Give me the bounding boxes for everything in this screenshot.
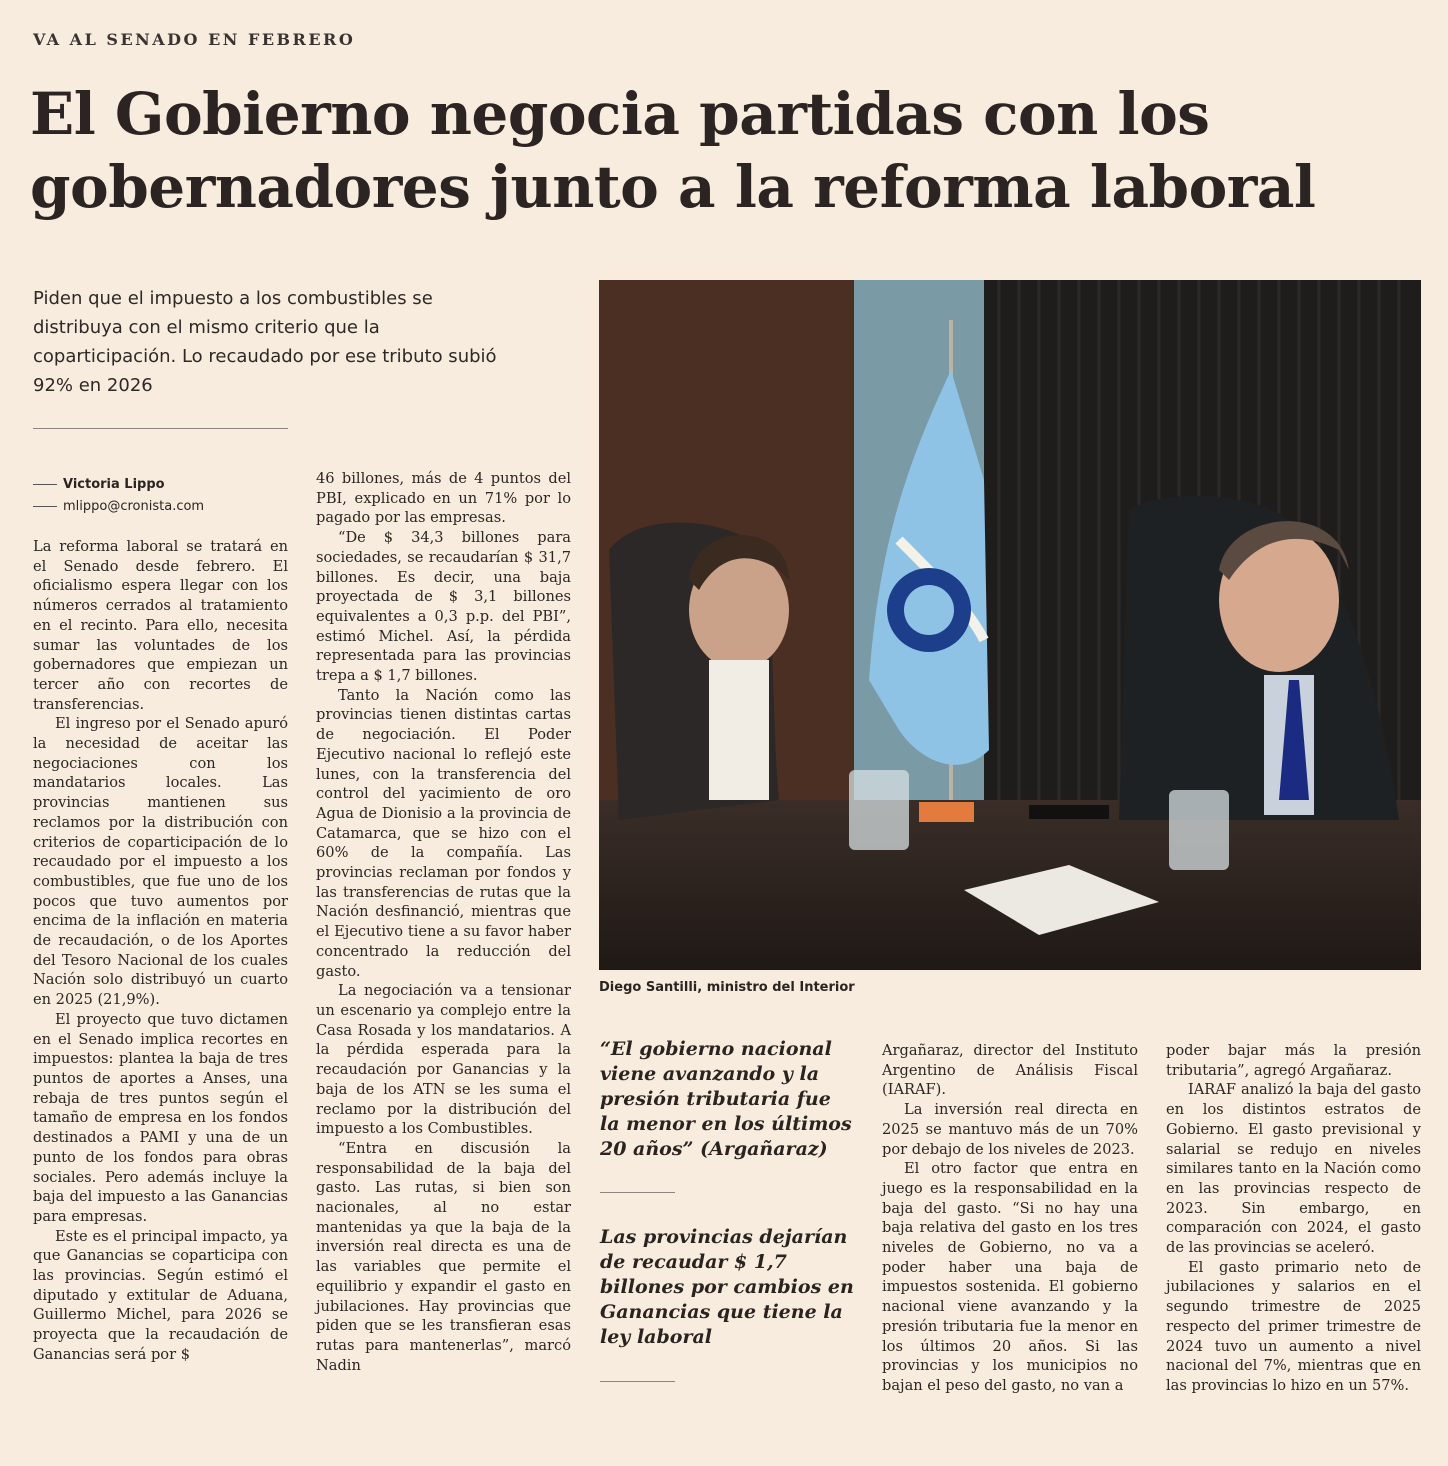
paragraph: La reforma laboral se tratará en el Senado desde febrero. El oficialismo espera llegar con los números cerrados al tratamiento en el recinto. Para ello, necesita sumar las voluntades de los gobernadores que empiezan un tercer año con recortes de transferencias. [33, 538, 288, 713]
deck: Piden que el impuesto a los combustibles se distribuya con el mismo criterio que la coparticipación. Lo recaudado por ese tributo subió 92% en 2026 [33, 288, 497, 396]
paragraph: “De $ 34,3 billones para sociedades, se recaudarían $ 31,7 billones. Es decir, una baja proyectada de $ 3,1 billones equivalentes a 0,3 p.p. del PBI”, estimó Michel. Así, la pérdida representada para las provincias trepa a $ 1,7 billones. [316, 529, 571, 685]
photo-illustration [599, 280, 1421, 970]
paragraph: El gasto primario neto de jubilaciones y salarios en el segundo trimestre de 2025 respecto del primer trimestre de 2024 tuvo un aumento a nivel nacional del 7%, mientras que en las provincias lo hizo en un 57%. [1166, 1258, 1421, 1394]
pull-quote: “El gobierno nacional viene avanzando y la presión tributaria fue la menor en los últimos 20 años” (Argañaraz) [600, 1038, 852, 1160]
article-column-4 [882, 1041, 1138, 1396]
article-column-1 [33, 537, 288, 1365]
kicker: VA AL SENADO EN FEBRERO [33, 30, 356, 49]
paragraph: “Entra en discusión la responsabilidad de la baja del gasto. Las rutas, si bien son nacionales, al no estar mantenidas ya que la baja de la inversión real directa es una de las variables que permite el equilibrio y expandir el gasto en jubilaciones. Hay provincias que piden que se les transfieran esas rutas para mantenerlas”, marcó Nadin [316, 1139, 571, 1374]
quote-divider [600, 1381, 675, 1382]
byline-rule [33, 484, 57, 485]
paragraph: Argañaraz, director del Instituto Argentino de Análisis Fiscal (IARAF). [882, 1042, 1138, 1099]
paragraph: El ingreso por el Senado apuró la necesidad de aceitar las negociaciones con los mandatarios locales. Las provincias mantienen sus reclamos por la distribución con criterios de coparticipación de lo recaudado por el impuesto a los combustibles, que fue uno de los pocos que tuvo aumentos por encima de la inflación en materia de recaudación, o de los Aportes del Tesoro Nacional de los cuales Nación solo distribuyó un cuarto en 2025 (21,9%). [33, 715, 288, 1009]
article-column-2 [316, 469, 571, 1375]
paragraph: IARAF analizó la baja del gasto en los distintos estratos de Gobierno. El gasto previsional y salarial se redujo en niveles similares tanto en la Nación como en las provincias respecto de 2023. Sin embargo, en comparación con 2024, el gasto de las provincias se aceleró. [1166, 1081, 1421, 1257]
paragraph: El proyecto que tuvo dictamen en el Senado implica recortes en impuestos: plantea la baja de tres puntos de aportes a Anses, una rebaja de tres puntos según el tamaño de empresa en los fondos destinados a PAMI y una de un punto de los fondos para obras sociales. Pero además incluye la baja del impuesto a las Ganancias para empresas. [33, 1010, 288, 1225]
paragraph: 46 billones, más de 4 puntos del PBI, explicado en un 71% por lo pagado por las empresas. [316, 470, 571, 527]
article-column-5 [1166, 1041, 1421, 1396]
byline-author: Victoria Lippo [63, 477, 165, 492]
paragraph: La inversión real directa en 2025 se mantuvo más de un 70% por debajo de los niveles de 2023. [882, 1101, 1138, 1158]
paragraph: Este es el principal impacto, ya que Ganancias se coparticipa con las provincias. Según estimó el diputado y extitular de Aduana, Guillermo Michel, para 2026 se proyecta que la recaudación de Ganancias será por $ [33, 1227, 288, 1363]
highlight-quote: Las provincias dejarían de recaudar $ 1,7 billones por cambios en Ganancias que tiene la ley laboral [600, 1226, 854, 1348]
headline: El Gobierno negocia partidas con los gobernadores junto a la reforma laboral [30, 80, 1316, 221]
paragraph: Tanto la Nación como las provincias tienen distintas cartas de negociación. El Poder Ejecutivo nacional lo reflejó este lunes, con la transferencia del control del yacimiento de oro Agua de Dionisio a la provincia de Catamarca, que se hizo con el 60% de la compañía. Las provincias reclaman por fondos y las transferencias de rutas que la Nación desfinanció, mientras que el Ejecutivo tiene a su favor haber concentrado la reducción del gasto. [316, 686, 571, 980]
byline [33, 474, 303, 518]
byline-email[interactable]: mlippo@cronista.com [63, 499, 205, 514]
photo-caption: Diego Santilli, ministro del Interior [599, 980, 855, 995]
article-photo [599, 280, 1421, 970]
paragraph: poder bajar más la presión tributaria”, agregó Argañaraz. [1166, 1042, 1421, 1079]
paragraph: La negociación va a tensionar un escenario ya complejo entre la Casa Rosada y los mandatarios. A la pérdida esperada para la recaudación por Ganancias y la baja de los ATN se les suma el reclamo por la distribución del impuesto a los Combustibles. [316, 982, 571, 1138]
paragraph: El otro factor que entra en juego es la responsabilidad en la baja del gasto. “Si no hay una baja relativa del gasto en los tres niveles de Gobierno, no va a poder haber una baja de impuestos sostenida. El gobierno nacional viene avanzando y la presión tributaria fue la menor en los últimos 20 años. Si las provincias y los municipios no bajan el peso del gasto, no van a [882, 1160, 1138, 1394]
deck-divider [33, 428, 288, 429]
byline-rule [33, 506, 57, 507]
quote-divider [600, 1192, 675, 1193]
